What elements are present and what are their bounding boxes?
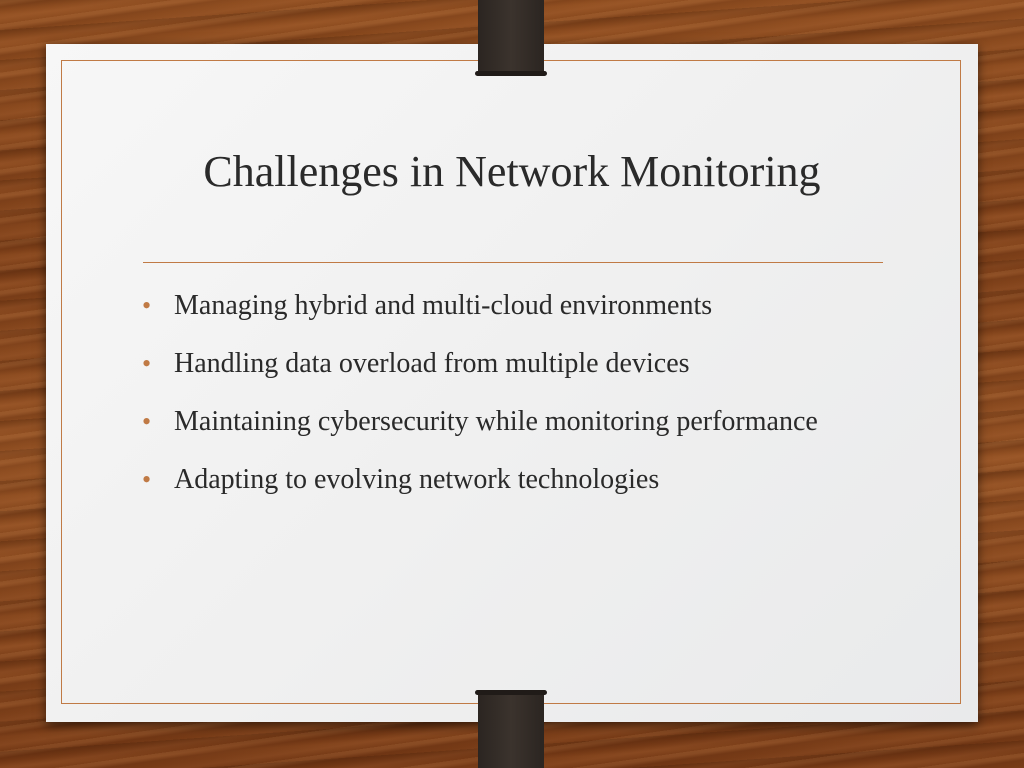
- bullet-item: [142, 460, 842, 500]
- bullet-text: Adapting to evolving network technologies: [174, 464, 660, 495]
- bullet-item: [142, 286, 842, 326]
- top-strap: [478, 0, 544, 74]
- bullet-text: Handling data overload from multiple devices: [174, 348, 690, 379]
- bullet-item: [142, 402, 842, 442]
- bullet-dot-icon: •: [142, 407, 152, 436]
- bullet-item: [142, 344, 842, 384]
- title-divider: [143, 262, 883, 263]
- bullet-dot-icon: •: [142, 291, 152, 320]
- slide-title: Challenges in Network Monitoring: [203, 147, 821, 196]
- bullet-text: Maintaining cybersecurity while monitoring performance: [174, 406, 818, 437]
- bottom-strap: [478, 692, 544, 768]
- bullet-dot-icon: •: [142, 465, 152, 494]
- bullet-dot-icon: •: [142, 349, 152, 378]
- bullet-list: [142, 286, 842, 518]
- bullet-text: Managing hybrid and multi-cloud environments: [174, 290, 713, 321]
